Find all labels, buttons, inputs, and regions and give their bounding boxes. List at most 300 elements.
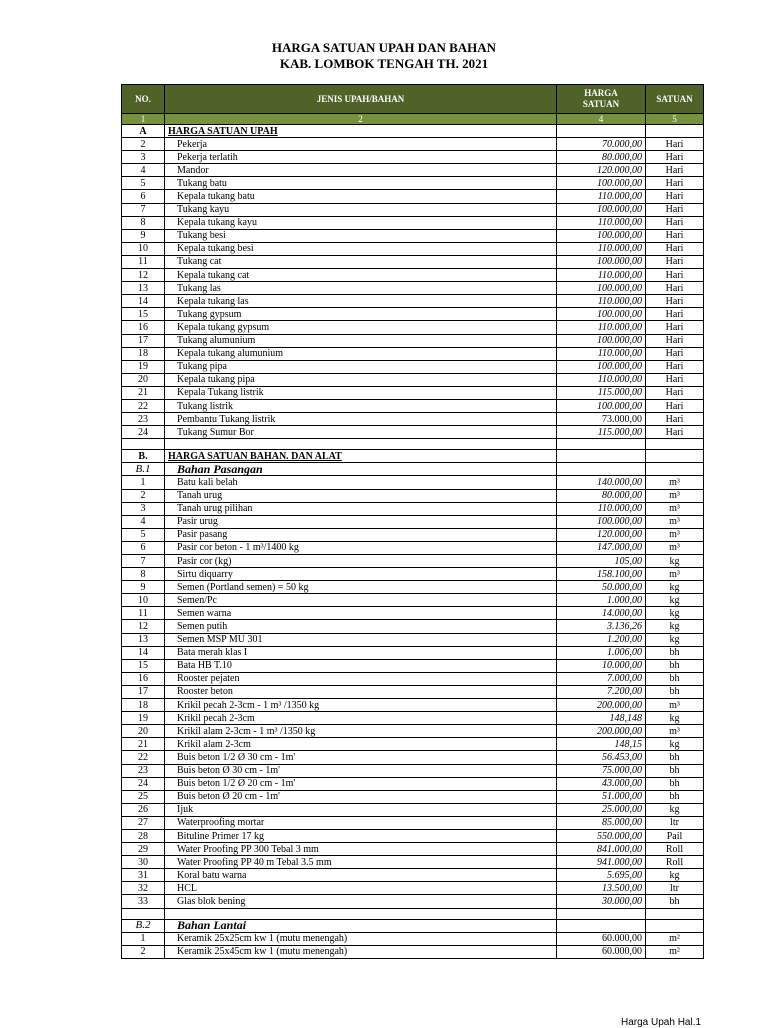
item-no: 3 <box>122 151 165 164</box>
table-row <box>122 607 704 620</box>
item-name: Kepala tukang cat <box>165 269 557 282</box>
header-harga-line1: HARGA <box>584 88 618 98</box>
item-price: 841.000,00 <box>557 843 646 856</box>
item-name: Kepala tukang batu <box>165 190 557 203</box>
item-price: 25.000,00 <box>557 803 646 816</box>
subsection-b2-row <box>122 919 704 932</box>
item-name: Buis beton 1/2 Ø 20 cm - 1m' <box>165 777 557 790</box>
item-name: Kepala tukang pipa <box>165 373 557 386</box>
item-unit: kg <box>646 555 704 568</box>
item-unit: bh <box>646 672 704 685</box>
item-no: 10 <box>122 594 165 607</box>
item-unit: Hari <box>646 373 704 386</box>
item-name: Koral batu warna <box>165 869 557 882</box>
item-no: 21 <box>122 738 165 751</box>
item-unit: Hari <box>646 334 704 347</box>
item-price: 100.000,00 <box>557 515 646 528</box>
item-no: 6 <box>122 541 165 554</box>
empty-cell <box>165 439 557 450</box>
table-row <box>122 255 704 268</box>
item-no: 19 <box>122 360 165 373</box>
item-name: Semen (Portland semen) = 50 kg <box>165 581 557 594</box>
blank-row <box>122 908 704 919</box>
item-price: 100.000,00 <box>557 334 646 347</box>
item-price: 115.000,00 <box>557 426 646 439</box>
item-unit: Hari <box>646 269 704 282</box>
item-unit: Hari <box>646 399 704 412</box>
price-table <box>121 84 704 959</box>
empty-cell <box>557 463 646 476</box>
section-label: Bahan Pasangan <box>165 463 557 476</box>
item-unit: bh <box>646 790 704 803</box>
item-no: 17 <box>122 334 165 347</box>
item-name: Rooster pejaten <box>165 672 557 685</box>
table-row <box>122 882 704 895</box>
empty-cell <box>557 125 646 138</box>
item-unit: ltr <box>646 882 704 895</box>
item-unit: kg <box>646 803 704 816</box>
item-price: 115.000,00 <box>557 386 646 399</box>
empty-cell <box>646 919 704 932</box>
header-harga-line2: SATUAN <box>582 99 620 109</box>
table-row <box>122 515 704 528</box>
item-name: Tukang las <box>165 282 557 295</box>
section-code: B. <box>122 450 165 463</box>
table-row <box>122 816 704 829</box>
item-price: 100.000,00 <box>557 282 646 295</box>
item-unit: Hari <box>646 242 704 255</box>
item-name: Tanah urug pilihan <box>165 502 557 515</box>
table-row <box>122 177 704 190</box>
item-unit: kg <box>646 594 704 607</box>
item-no: 15 <box>122 308 165 321</box>
item-price: 80.000,00 <box>557 151 646 164</box>
item-price: 120.000,00 <box>557 164 646 177</box>
table-row <box>122 568 704 581</box>
table-row <box>122 203 704 216</box>
item-no: 14 <box>122 646 165 659</box>
item-name: Keramik 25x25cm kw 1 (mutu menengah) <box>165 932 557 945</box>
item-no: 15 <box>122 659 165 672</box>
item-price: 110.000,00 <box>557 269 646 282</box>
item-unit: Roll <box>646 843 704 856</box>
page-title: HARGA SATUAN UPAH DAN BAHAN <box>271 40 497 55</box>
item-no: 2 <box>122 138 165 151</box>
item-price: 100.000,00 <box>557 308 646 321</box>
item-name: Tukang listrik <box>165 399 557 412</box>
item-no: 20 <box>122 725 165 738</box>
item-price: 1.000,00 <box>557 594 646 607</box>
item-price: 200.000,00 <box>557 699 646 712</box>
item-unit: Hari <box>646 203 704 216</box>
section-code: A <box>122 125 165 138</box>
item-no: 25 <box>122 790 165 803</box>
table-row <box>122 282 704 295</box>
item-name: Pasir pasang <box>165 528 557 541</box>
item-unit: kg <box>646 607 704 620</box>
item-unit: Hari <box>646 360 704 373</box>
empty-cell <box>557 450 646 463</box>
table-row <box>122 360 704 373</box>
item-price: 100.000,00 <box>557 360 646 373</box>
item-no: 10 <box>122 242 165 255</box>
item-price: 14.000,00 <box>557 607 646 620</box>
table-row <box>122 699 704 712</box>
item-no: 21 <box>122 386 165 399</box>
item-price: 148,148 <box>557 712 646 725</box>
item-no: 3 <box>122 502 165 515</box>
item-name: Batu kali belah <box>165 476 557 489</box>
item-no: 13 <box>122 633 165 646</box>
item-name: Kepala Tukang listrik <box>165 386 557 399</box>
item-no: 9 <box>122 581 165 594</box>
item-name: Tukang pipa <box>165 360 557 373</box>
item-name: Semen MSP MU 301 <box>165 633 557 646</box>
empty-cell <box>646 439 704 450</box>
item-no: 13 <box>122 282 165 295</box>
table-row <box>122 386 704 399</box>
header-satuan: SATUAN <box>646 85 704 114</box>
item-price: 70.000,00 <box>557 138 646 151</box>
item-no: 23 <box>122 413 165 426</box>
item-name: Water Proofing PP 300 Tebal 3 mm <box>165 843 557 856</box>
item-price: 100.000,00 <box>557 177 646 190</box>
item-unit: m² <box>646 932 704 945</box>
item-price: 13.500,00 <box>557 882 646 895</box>
table-row <box>122 829 704 842</box>
table-row <box>122 489 704 502</box>
table-row <box>122 751 704 764</box>
item-no: 18 <box>122 347 165 360</box>
item-name: Bituline Primer 17 kg <box>165 829 557 842</box>
item-name: Kepala tukang alumunium <box>165 347 557 360</box>
item-name: Kepala tukang kayu <box>165 216 557 229</box>
item-no: 30 <box>122 856 165 869</box>
item-unit: m² <box>646 945 704 958</box>
item-name: Tukang cat <box>165 255 557 268</box>
item-name: Bata HB T.10 <box>165 659 557 672</box>
header-no: NO. <box>122 85 165 114</box>
item-unit: Roll <box>646 856 704 869</box>
item-price: 5.695,00 <box>557 869 646 882</box>
item-name: Tukang Sumur Bor <box>165 426 557 439</box>
item-name: Krikil pecah 2-3cm - 1 m³ /1350 kg <box>165 699 557 712</box>
item-name: Kepala tukang gypsum <box>165 321 557 334</box>
item-no: 18 <box>122 699 165 712</box>
item-price: 147.000,00 <box>557 541 646 554</box>
empty-cell <box>165 908 557 919</box>
table-row <box>122 413 704 426</box>
empty-cell <box>557 908 646 919</box>
item-unit: bh <box>646 777 704 790</box>
table-row <box>122 138 704 151</box>
item-unit: kg <box>646 581 704 594</box>
empty-cell <box>646 908 704 919</box>
item-unit: kg <box>646 633 704 646</box>
section-code: B.1 <box>122 463 165 476</box>
item-unit: Hari <box>646 229 704 242</box>
item-name: Sirtu diquarry <box>165 568 557 581</box>
table-row <box>122 347 704 360</box>
table-row <box>122 594 704 607</box>
item-unit: Hari <box>646 282 704 295</box>
item-name: Pasir cor (kg) <box>165 555 557 568</box>
item-unit: Hari <box>646 347 704 360</box>
item-unit: ltr <box>646 816 704 829</box>
section-label: HARGA SATUAN BAHAN. DAN ALAT <box>165 450 557 463</box>
item-unit: Hari <box>646 216 704 229</box>
item-price: 200.000,00 <box>557 725 646 738</box>
item-no: 12 <box>122 620 165 633</box>
colnum-4: 4 <box>557 114 646 125</box>
item-name: Semen warna <box>165 607 557 620</box>
section-code: B.2 <box>122 919 165 932</box>
item-name: Kepala tukang las <box>165 295 557 308</box>
item-unit: kg <box>646 620 704 633</box>
table-row <box>122 399 704 412</box>
item-no: 8 <box>122 568 165 581</box>
table-row <box>122 229 704 242</box>
item-name: Tukang kayu <box>165 203 557 216</box>
item-unit: m³ <box>646 502 704 515</box>
item-name: Krikil alam 2-3cm <box>165 738 557 751</box>
item-name: Kepala tukang besi <box>165 242 557 255</box>
item-unit: Hari <box>646 321 704 334</box>
item-name: Semen/Pc <box>165 594 557 607</box>
empty-cell <box>122 908 165 919</box>
table-row <box>122 685 704 698</box>
table-row <box>122 659 704 672</box>
item-unit: Hari <box>646 413 704 426</box>
item-no: 5 <box>122 528 165 541</box>
item-price: 550.000,00 <box>557 829 646 842</box>
empty-cell <box>646 450 704 463</box>
table-row <box>122 528 704 541</box>
item-no: 17 <box>122 685 165 698</box>
item-unit: kg <box>646 738 704 751</box>
colnum-5: 5 <box>646 114 704 125</box>
item-name: Tukang alumunium <box>165 334 557 347</box>
item-no: 11 <box>122 255 165 268</box>
empty-cell <box>122 439 165 450</box>
item-no: 1 <box>122 476 165 489</box>
table-row <box>122 932 704 945</box>
item-name: Ijuk <box>165 803 557 816</box>
item-no: 33 <box>122 895 165 908</box>
item-unit: m³ <box>646 515 704 528</box>
table-row <box>122 334 704 347</box>
header-harga <box>557 85 646 114</box>
item-no: 20 <box>122 373 165 386</box>
item-price: 110.000,00 <box>557 347 646 360</box>
item-no: 5 <box>122 177 165 190</box>
item-no: 2 <box>122 945 165 958</box>
item-price: 100.000,00 <box>557 399 646 412</box>
item-unit: kg <box>646 869 704 882</box>
item-no: 31 <box>122 869 165 882</box>
table-row <box>122 777 704 790</box>
colnum-1: 1 <box>122 114 165 125</box>
item-name: Pekerja terlatih <box>165 151 557 164</box>
item-no: 16 <box>122 321 165 334</box>
item-unit: Hari <box>646 386 704 399</box>
item-name: Semen putih <box>165 620 557 633</box>
table-row <box>122 216 704 229</box>
item-price: 85.000,00 <box>557 816 646 829</box>
table-row <box>122 646 704 659</box>
table-row <box>122 764 704 777</box>
item-price: 110.000,00 <box>557 190 646 203</box>
item-unit: m³ <box>646 489 704 502</box>
item-name: Waterproofing mortar <box>165 816 557 829</box>
table-row <box>122 803 704 816</box>
item-price: 110.000,00 <box>557 242 646 255</box>
table-row <box>122 373 704 386</box>
item-no: 1 <box>122 932 165 945</box>
item-name: Tukang besi <box>165 229 557 242</box>
item-unit: bh <box>646 751 704 764</box>
item-unit: Hari <box>646 426 704 439</box>
blank-row <box>122 439 704 450</box>
item-price: 1.200,00 <box>557 633 646 646</box>
item-no: 22 <box>122 399 165 412</box>
table-row <box>122 308 704 321</box>
table-row <box>122 869 704 882</box>
table-row <box>122 321 704 334</box>
section-label: Bahan Lantai <box>165 919 557 932</box>
item-price: 56.453,00 <box>557 751 646 764</box>
item-price: 51.000,00 <box>557 790 646 803</box>
item-no: 22 <box>122 751 165 764</box>
colnum-2: 2 <box>165 114 557 125</box>
item-name: Tanah urug <box>165 489 557 502</box>
item-name: Buis beton Ø 20 cm - 1m' <box>165 790 557 803</box>
item-price: 3.136,26 <box>557 620 646 633</box>
table-row <box>122 295 704 308</box>
item-unit: bh <box>646 764 704 777</box>
item-unit: Hari <box>646 190 704 203</box>
item-name: Tukang batu <box>165 177 557 190</box>
item-price: 10.000,00 <box>557 659 646 672</box>
item-price: 75.000,00 <box>557 764 646 777</box>
item-unit: bh <box>646 646 704 659</box>
item-unit: Hari <box>646 138 704 151</box>
page-subtitle: KAB. LOMBOK TENGAH TH. 2021 <box>279 56 489 71</box>
item-name: Krikil pecah 2-3cm <box>165 712 557 725</box>
item-price: 7.000,00 <box>557 672 646 685</box>
item-price: 110.000,00 <box>557 373 646 386</box>
item-unit: Hari <box>646 151 704 164</box>
item-price: 43.000,00 <box>557 777 646 790</box>
item-unit: m³ <box>646 541 704 554</box>
item-no: 24 <box>122 777 165 790</box>
item-price: 100.000,00 <box>557 255 646 268</box>
subsection-b1-row <box>122 463 704 476</box>
table-row <box>122 843 704 856</box>
table-row <box>122 895 704 908</box>
item-no: 23 <box>122 764 165 777</box>
table-row <box>122 151 704 164</box>
table-header-row <box>122 85 704 114</box>
item-unit: Pail <box>646 829 704 842</box>
item-price: 1.006,00 <box>557 646 646 659</box>
item-price: 140.000,00 <box>557 476 646 489</box>
empty-cell <box>646 463 704 476</box>
item-unit: bh <box>646 685 704 698</box>
item-price: 110.000,00 <box>557 295 646 308</box>
column-number-row <box>122 114 704 125</box>
item-no: 27 <box>122 816 165 829</box>
table-row <box>122 738 704 751</box>
item-unit: m³ <box>646 476 704 489</box>
item-price: 105,00 <box>557 555 646 568</box>
item-unit: Hari <box>646 177 704 190</box>
item-no: 8 <box>122 216 165 229</box>
table-row <box>122 790 704 803</box>
page-footer: Harga Upah Hal.1 <box>621 1017 702 1028</box>
empty-cell <box>557 439 646 450</box>
item-unit: Hari <box>646 164 704 177</box>
item-price: 100.000,00 <box>557 229 646 242</box>
table-row <box>122 620 704 633</box>
empty-cell <box>646 125 704 138</box>
item-name: Tukang gypsum <box>165 308 557 321</box>
item-name: Pasir urug <box>165 515 557 528</box>
item-no: 12 <box>122 269 165 282</box>
item-no: 26 <box>122 803 165 816</box>
item-no: 28 <box>122 829 165 842</box>
table-row <box>122 581 704 594</box>
table-row <box>122 555 704 568</box>
item-price: 73.000,00 <box>557 413 646 426</box>
empty-cell <box>557 919 646 932</box>
item-no: 29 <box>122 843 165 856</box>
item-price: 110.000,00 <box>557 216 646 229</box>
item-no: 7 <box>122 555 165 568</box>
item-unit: m³ <box>646 699 704 712</box>
table-row <box>122 242 704 255</box>
item-name: Krikil alam 2-3cm - 1 m³ /1350 kg <box>165 725 557 738</box>
item-no: 19 <box>122 712 165 725</box>
item-unit: Hari <box>646 295 704 308</box>
item-no: 2 <box>122 489 165 502</box>
item-price: 7.200,00 <box>557 685 646 698</box>
item-name: Bata merah klas I <box>165 646 557 659</box>
item-price: 60.000,00 <box>557 932 646 945</box>
item-name: Water Proofing PP 40 m Tebal 3.5 mm <box>165 856 557 869</box>
table-row <box>122 502 704 515</box>
item-unit: m³ <box>646 568 704 581</box>
table-row <box>122 945 704 958</box>
item-name: Pekerja <box>165 138 557 151</box>
table-row <box>122 426 704 439</box>
table-row <box>122 476 704 489</box>
item-price: 30.000,00 <box>557 895 646 908</box>
item-price: 110.000,00 <box>557 321 646 334</box>
item-name: Buis beton Ø 30 cm - 1m' <box>165 764 557 777</box>
item-unit: Hari <box>646 255 704 268</box>
item-no: 6 <box>122 190 165 203</box>
section-a-row <box>122 125 704 138</box>
item-name: Glas blok bening <box>165 895 557 908</box>
item-name: Pasir cor beton - 1 m³/1400 kg <box>165 541 557 554</box>
item-no: 32 <box>122 882 165 895</box>
table-row <box>122 190 704 203</box>
item-name: Rooster beton <box>165 685 557 698</box>
item-name: Mandor <box>165 164 557 177</box>
item-price: 110.000,00 <box>557 502 646 515</box>
item-unit: bh <box>646 895 704 908</box>
